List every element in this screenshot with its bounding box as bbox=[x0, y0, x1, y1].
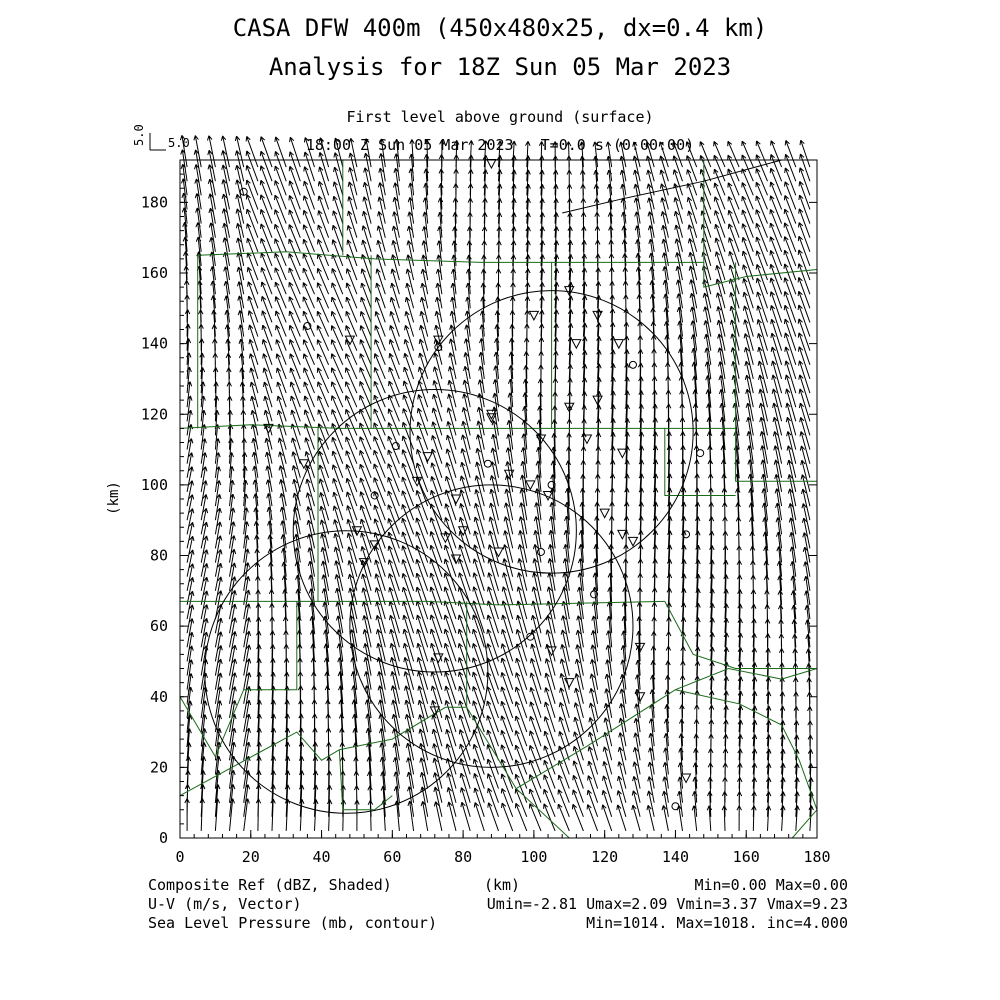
wind-range: Umin=-2.81 Umax=2.09 Vmin=3.37 Vmax=9.23 bbox=[486, 895, 848, 913]
chart-title-line2: Analysis for 18Z Sun 05 Mar 2023 bbox=[268, 53, 732, 81]
x-tick-label: 60 bbox=[383, 848, 402, 866]
boundary-line bbox=[180, 601, 467, 795]
x-tick-label: 80 bbox=[454, 848, 473, 866]
wind-vectors bbox=[180, 135, 813, 831]
station-triangle bbox=[526, 481, 535, 490]
y-tick-label: 100 bbox=[140, 475, 168, 494]
reference-vector-horizontal-label: 5.0 bbox=[168, 136, 190, 150]
station-triangle bbox=[572, 340, 581, 349]
station-circle bbox=[537, 548, 544, 555]
station-triangle bbox=[628, 537, 637, 546]
station-circle bbox=[672, 803, 679, 810]
x-tick-label: 0 bbox=[175, 848, 185, 866]
legend-reflectivity: Composite Ref (dBZ, Shaded) bbox=[148, 876, 392, 894]
time-subtitle: 18:00 Z Sun 05 Mar 2023 T=0.0 s (0:00:00) bbox=[305, 136, 695, 154]
y-tick-label: 0 bbox=[158, 829, 168, 847]
station-triangle bbox=[487, 160, 496, 169]
reference-vector bbox=[132, 124, 190, 150]
x-axis-label: (km) bbox=[483, 876, 521, 894]
x-tick-label: 40 bbox=[312, 848, 331, 866]
x-tick-label: 20 bbox=[241, 848, 260, 866]
level-subtitle: First level above ground (surface) bbox=[346, 108, 654, 126]
reference-vector-vertical-label: 5.0 bbox=[132, 124, 146, 146]
legend-wind-vectors: U-V (m/s, Vector) bbox=[148, 895, 302, 913]
chart-title-line1: CASA DFW 400m (450x480x25, dx=0.4 km) bbox=[232, 14, 768, 42]
y-tick-label: 180 bbox=[140, 193, 168, 212]
station-triangle bbox=[529, 311, 538, 320]
station-circle bbox=[697, 450, 704, 457]
y-tick-label: 160 bbox=[140, 264, 168, 282]
x-tick-label: 100 bbox=[520, 848, 548, 866]
station-circle bbox=[629, 361, 636, 368]
station-triangle bbox=[682, 774, 691, 783]
x-tick-label: 140 bbox=[661, 848, 689, 866]
x-tick-label: 180 bbox=[803, 848, 831, 866]
x-tick-label: 160 bbox=[732, 848, 760, 866]
station-circle bbox=[548, 481, 555, 488]
y-tick-label: 20 bbox=[149, 758, 168, 777]
y-tick-label: 120 bbox=[140, 405, 168, 424]
wind-vector-field bbox=[180, 135, 813, 831]
y-axis-label: (km) bbox=[106, 481, 122, 515]
y-tick-label: 60 bbox=[149, 617, 168, 636]
y-tick-label: 40 bbox=[149, 687, 168, 706]
station-triangle bbox=[614, 340, 623, 349]
x-tick-label: 120 bbox=[591, 848, 619, 866]
y-tick-label: 140 bbox=[140, 334, 168, 353]
y-tick-label: 80 bbox=[149, 546, 168, 565]
pressure-range: Min=1014. Max=1018. inc=4.000 bbox=[586, 914, 848, 932]
station-triangle bbox=[565, 679, 574, 688]
station-markers bbox=[240, 160, 704, 810]
station-circle bbox=[484, 460, 491, 467]
boundary-line bbox=[180, 601, 297, 756]
legend-pressure: Sea Level Pressure (mb, contour) bbox=[148, 914, 437, 932]
reflectivity-range: Min=0.00 Max=0.00 bbox=[694, 876, 848, 894]
station-triangle bbox=[600, 509, 609, 518]
